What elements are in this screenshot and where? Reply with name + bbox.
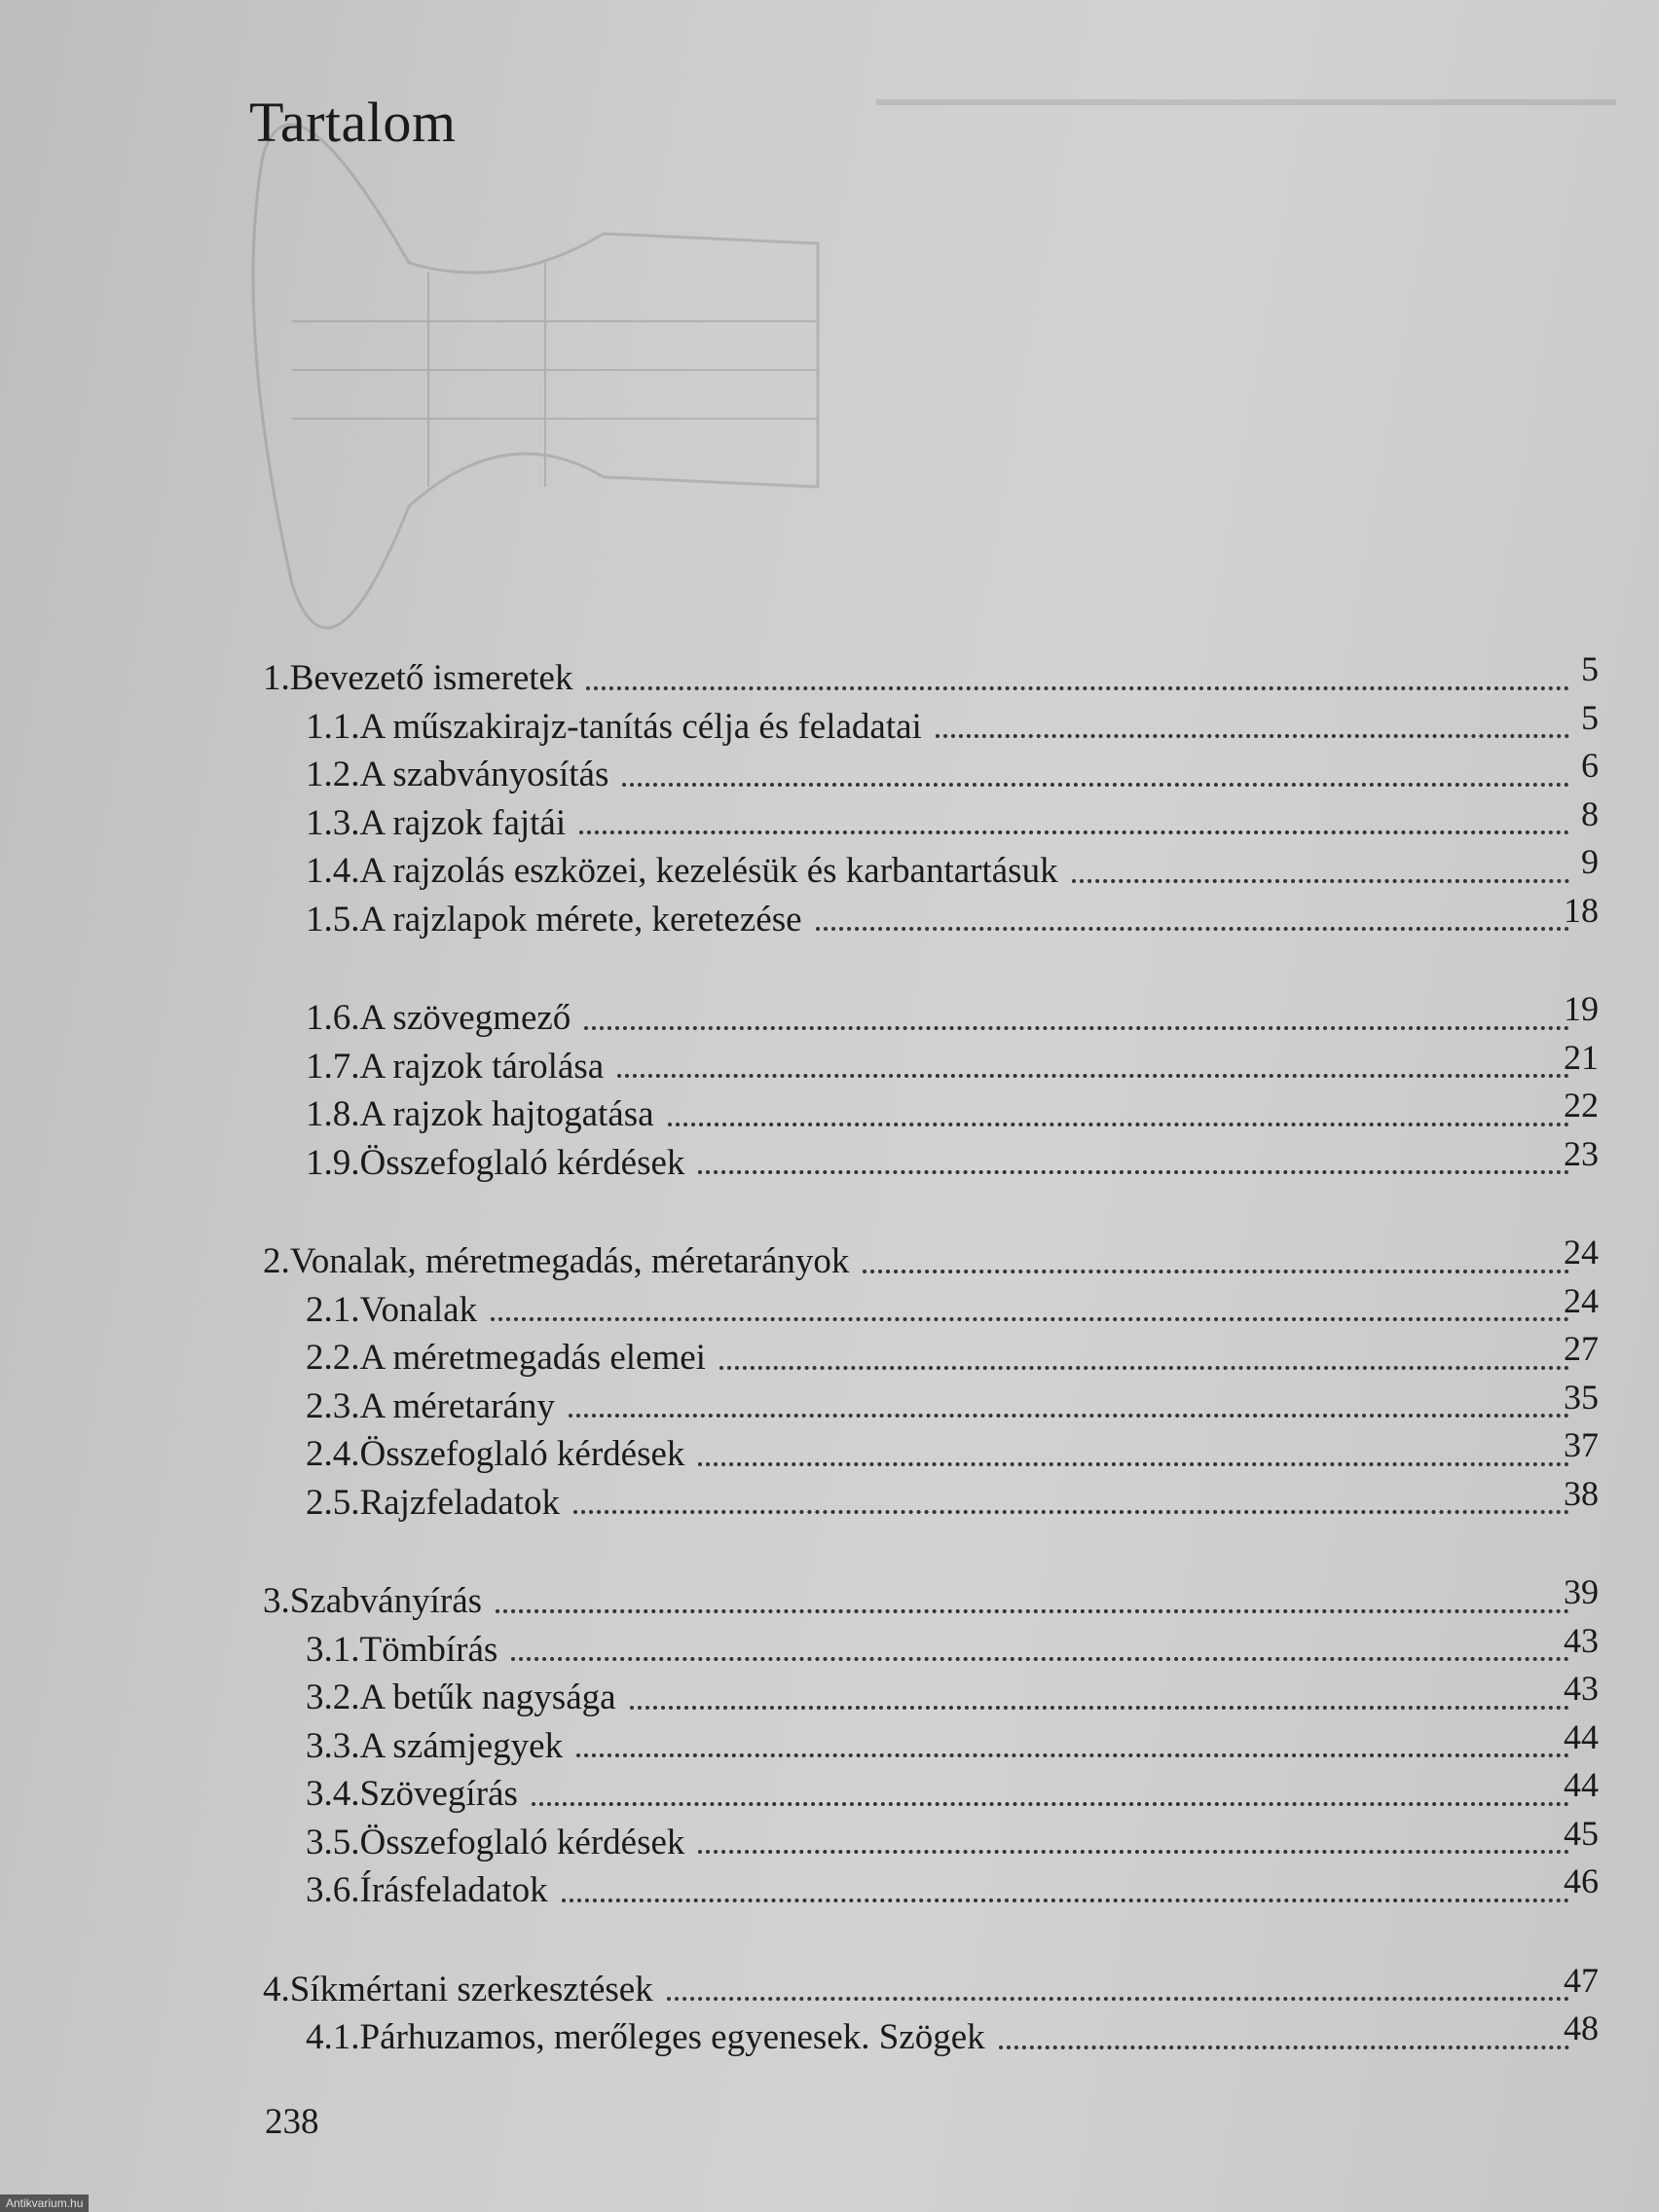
- dot-leader: [562, 1899, 1569, 1902]
- entry-page: 5: [1581, 649, 1599, 688]
- entry-title: A rajzok hajtogatása: [359, 1094, 654, 1135]
- section-gap: [263, 1915, 1599, 1966]
- entry-page: 22: [1564, 1086, 1599, 1124]
- entry-page: 24: [1564, 1280, 1599, 1320]
- entry-number: 1.: [263, 658, 290, 699]
- entry-number: 3.6.: [306, 1870, 360, 1911]
- entry-number: 2.1.: [306, 1289, 360, 1330]
- dot-leader: [576, 1753, 1569, 1757]
- entry-title: A rajzok fajtái: [359, 802, 567, 843]
- page-title: Tartalom: [249, 91, 457, 154]
- entry-number: 1.2.: [306, 755, 360, 795]
- entry-title: A szövegmező: [359, 998, 571, 1039]
- entry-page: 24: [1564, 1233, 1599, 1272]
- entry-number: 3.4.: [306, 1774, 360, 1815]
- dot-leader: [719, 1366, 1569, 1370]
- entry-page: 9: [1581, 842, 1599, 881]
- entry-number: 1.8.: [306, 1094, 360, 1135]
- entry-title: Rajzfeladatok: [359, 1482, 560, 1523]
- toc-entry: [263, 746, 1599, 799]
- toc-entry: [263, 793, 1599, 848]
- entry-title: A méretarány: [359, 1385, 555, 1426]
- entry-title: Bevezető ismeretek: [289, 658, 573, 699]
- entry-page: 19: [1564, 989, 1599, 1028]
- entry-number: 1.6.: [306, 998, 360, 1039]
- entry-page: 8: [1581, 793, 1599, 833]
- toc-entry: [263, 1765, 1599, 1819]
- entry-number: 1.1.: [306, 706, 360, 747]
- entry-number: 1.3.: [306, 802, 360, 843]
- entry-title: Vonalak, méretmegadás, méretarányok: [289, 1241, 850, 1282]
- toc-entry: [263, 697, 1599, 752]
- entry-number: 2.4.: [306, 1434, 360, 1475]
- dot-leader: [586, 686, 1569, 690]
- dot-leader: [1072, 879, 1569, 883]
- entry-page: 45: [1564, 1813, 1599, 1853]
- page-number: 238: [265, 2102, 319, 2142]
- dot-leader: [491, 1317, 1569, 1321]
- toc-entry: [263, 842, 1599, 896]
- toc-entry: [263, 1862, 1599, 1915]
- entry-title: Szabványírás: [289, 1581, 483, 1622]
- entry-page: 37: [1564, 1425, 1599, 1464]
- entry-title: A műszakirajz-tanítás célja és feladatai: [359, 706, 922, 747]
- dot-leader: [999, 2046, 1569, 2049]
- entry-number: 2.2.: [306, 1338, 360, 1379]
- entry-page: 46: [1564, 1862, 1599, 1900]
- dot-leader: [532, 1802, 1569, 1806]
- entry-title: Szövegírás: [359, 1774, 518, 1815]
- toc-entry: [263, 1377, 1599, 1431]
- toc-entry: [263, 1669, 1599, 1722]
- entry-page: 43: [1564, 1669, 1599, 1708]
- dot-leader: [496, 1609, 1569, 1613]
- entry-number: 2.: [263, 1241, 290, 1282]
- entry-number: 4.: [263, 1969, 290, 2009]
- entry-number: 3.: [263, 1581, 290, 1622]
- toc-chapter: [263, 1233, 1599, 1286]
- dot-leader: [936, 734, 1569, 738]
- toc-entry: [263, 1620, 1599, 1675]
- toc-entry: [263, 1086, 1599, 1139]
- dot-leader: [698, 1462, 1569, 1466]
- dot-leader: [573, 1510, 1569, 1514]
- dot-leader: [622, 783, 1569, 787]
- entry-page: 6: [1581, 746, 1599, 785]
- entry-number: 1.7.: [306, 1046, 360, 1087]
- entry-title: A rajzok tárolása: [359, 1046, 605, 1087]
- section-gap: [263, 943, 1599, 994]
- entry-page: 35: [1564, 1377, 1599, 1417]
- toc-entry: [263, 1280, 1599, 1335]
- entry-title: A szabványosítás: [359, 755, 609, 795]
- entry-number: 3.1.: [306, 1629, 360, 1670]
- watermark-label: Antikvarium.hu: [0, 2194, 89, 2212]
- entry-page: 44: [1564, 1716, 1599, 1756]
- entry-page: 5: [1581, 697, 1599, 737]
- entry-title: A számjegyek: [359, 1725, 564, 1766]
- entry-number: 1.5.: [306, 899, 360, 940]
- toc-entry: [263, 1813, 1599, 1867]
- entry-title: Összefoglaló kérdések: [359, 1822, 685, 1862]
- table-of-contents: [263, 649, 1599, 2062]
- dot-leader: [668, 1123, 1569, 1126]
- entry-title: Írásfeladatok: [359, 1870, 548, 1911]
- entry-title: A betűk nagysága: [359, 1677, 616, 1718]
- section-gap: [263, 1527, 1599, 1577]
- entry-title: Összefoglaló kérdések: [359, 1142, 685, 1183]
- entry-title: A rajzlapok mérete, keretezése: [359, 899, 802, 940]
- entry-title: A méretmegadás elemei: [359, 1338, 706, 1379]
- entry-page: 23: [1564, 1133, 1599, 1173]
- toc-entry: [263, 989, 1599, 1043]
- entry-page: 21: [1564, 1037, 1599, 1077]
- entry-page: 48: [1564, 2009, 1599, 2047]
- dot-leader: [698, 1850, 1569, 1854]
- entry-number: 2.5.: [306, 1482, 360, 1523]
- entry-number: 3.5.: [306, 1822, 360, 1862]
- toc-chapter: [263, 1572, 1599, 1626]
- toc-entry: [263, 1473, 1599, 1528]
- toc-entry: [263, 2009, 1599, 2062]
- entry-title: Párhuzamos, merőleges egyenesek. Szögek: [359, 2017, 985, 2058]
- dot-leader: [579, 830, 1569, 834]
- dot-leader: [667, 1997, 1569, 2001]
- entry-page: 27: [1564, 1329, 1599, 1368]
- toc-entry: [263, 1329, 1599, 1382]
- entry-number: 1.4.: [306, 851, 360, 892]
- toc-entry: [263, 890, 1599, 944]
- entry-page: 38: [1564, 1473, 1599, 1513]
- section-gap: [263, 1187, 1599, 1237]
- toc-chapter: [263, 1960, 1599, 2014]
- dot-leader: [816, 927, 1569, 931]
- entry-number: 3.2.: [306, 1677, 360, 1718]
- dot-leader: [584, 1026, 1569, 1030]
- toc-entry: [263, 1425, 1599, 1479]
- entry-title: Síkmértani szerkesztések: [289, 1969, 653, 2009]
- toc-entry: [263, 1716, 1599, 1771]
- entry-number: 4.1.: [306, 2017, 360, 2058]
- entry-title: Vonalak: [359, 1289, 478, 1330]
- toc-entry: [263, 1133, 1599, 1188]
- toc-chapter: [263, 649, 1599, 703]
- dot-leader: [698, 1170, 1569, 1174]
- toc-entry: [263, 1037, 1599, 1091]
- dot-leader: [863, 1270, 1569, 1273]
- entry-page: 18: [1564, 890, 1599, 930]
- entry-number: 3.3.: [306, 1725, 360, 1766]
- entry-page: 43: [1564, 1620, 1599, 1660]
- entry-number: 1.9.: [306, 1142, 360, 1183]
- entry-title: Tömbírás: [359, 1629, 498, 1670]
- entry-page: 39: [1564, 1572, 1599, 1611]
- dot-leader: [569, 1414, 1569, 1418]
- dot-leader: [617, 1074, 1569, 1078]
- dot-leader: [630, 1706, 1569, 1710]
- entry-number: 2.3.: [306, 1385, 360, 1426]
- entry-title: A rajzolás eszközei, kezelésük és karbantartásuk: [359, 851, 1058, 892]
- dot-leader: [511, 1657, 1569, 1661]
- entry-page: 44: [1564, 1765, 1599, 1804]
- entry-title: Összefoglaló kérdések: [359, 1434, 685, 1475]
- entry-page: 47: [1564, 1960, 1599, 2000]
